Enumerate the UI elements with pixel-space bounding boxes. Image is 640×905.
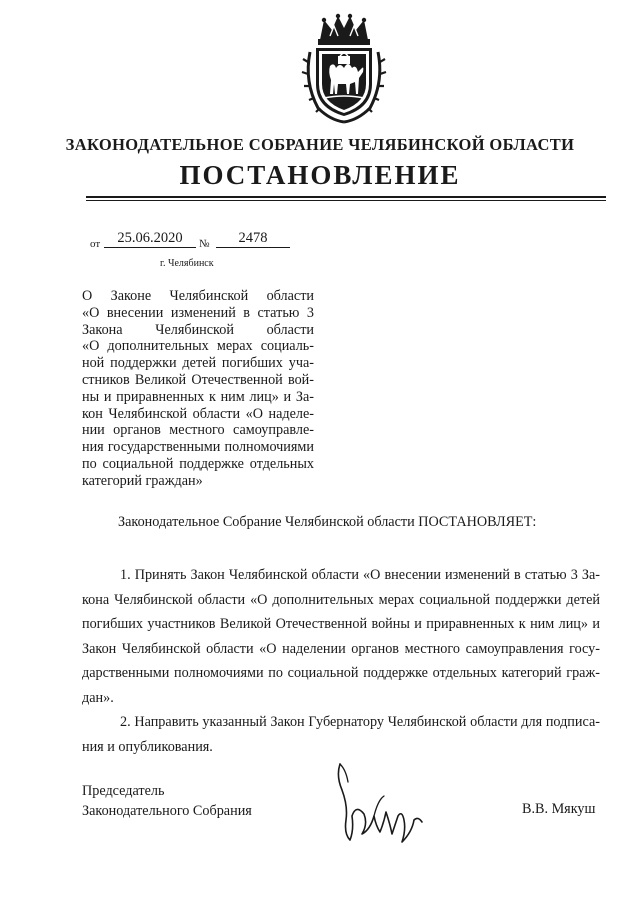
signatory-title-line: Законодательного Собрания bbox=[82, 803, 252, 819]
document-date: 25.06.2020 bbox=[104, 230, 196, 248]
paragraph-line: 1. Принять Закон Челябинской области «О внесении изменений в статью 3 За- bbox=[120, 567, 600, 583]
subject-line: ной поддержки детей погибших уча- bbox=[82, 355, 314, 372]
paragraph-line: Закон Челябинской области «О наделении органов местного самоуправления госу- bbox=[82, 640, 600, 657]
city-label: г. Челябинск bbox=[160, 258, 214, 269]
document-subject bbox=[82, 288, 314, 490]
subject-line: кон Челябинской области «О наделе- bbox=[82, 405, 314, 422]
subject-line: категорий граждан» bbox=[82, 472, 203, 489]
paragraph-line: дарственными полномочиями по социальной поддержке отдельных категорий граж- bbox=[82, 665, 600, 682]
signatory-title bbox=[82, 781, 252, 821]
paragraph-line: дан». bbox=[82, 689, 114, 706]
header-divider-thick bbox=[86, 196, 606, 198]
date-prefix-label: от bbox=[90, 238, 101, 250]
subject-line: стников Великой Отечественной вой- bbox=[82, 371, 314, 388]
subject-line: Закона Челябинской области bbox=[82, 321, 314, 338]
signatory-title-line: Председатель bbox=[82, 783, 165, 799]
resolution-item-1 bbox=[82, 563, 600, 711]
header-divider-thin bbox=[86, 200, 606, 201]
resolution-item-2 bbox=[82, 710, 600, 759]
number-prefix-label: № bbox=[199, 238, 210, 250]
subject-line: О Законе Челябинской области bbox=[82, 288, 314, 304]
subject-line: «О дополнительных мерах социаль- bbox=[82, 338, 314, 355]
subject-line: нии органов местного самоуправле- bbox=[82, 422, 314, 439]
preamble-text: Законодательное Собрание Челябинской области ПОСТАНОВЛЯЕТ: bbox=[118, 514, 537, 530]
handwritten-signature-icon bbox=[334, 760, 434, 850]
subject-line: «О внесении изменений в статью 3 bbox=[82, 304, 314, 321]
paragraph-line: кона Челябинской области «О дополнительных мерах социальной поддержки детей bbox=[82, 591, 600, 608]
subject-line: по социальной поддержке отдельных bbox=[82, 455, 314, 472]
document-number: 2478 bbox=[216, 230, 290, 248]
document-type-heading: ПОСТАНОВЛЕНИЕ bbox=[179, 160, 461, 190]
organization-title: ЗАКОНОДАТЕЛЬНОЕ СОБРАНИЕ ЧЕЛЯБИНСКОЙ ОБЛАСТИ bbox=[65, 135, 575, 154]
paragraph-line: 2. Направить указанный Закон Губернатору Челябинской области для подписа- bbox=[120, 714, 600, 730]
signatory-name: В.В. Мякуш bbox=[522, 801, 596, 817]
paragraph-line: погибших участников Великой Отечественной войны и приравненных к ним лиц» и bbox=[82, 616, 600, 633]
subject-line: ния государственными полномочиями bbox=[82, 439, 314, 456]
paragraph-line: ния и опубликования. bbox=[82, 738, 213, 755]
chelyabinsk-coat-of-arms-icon bbox=[300, 12, 388, 124]
subject-line: ны и приравненных к ним лиц» и За- bbox=[82, 388, 314, 405]
